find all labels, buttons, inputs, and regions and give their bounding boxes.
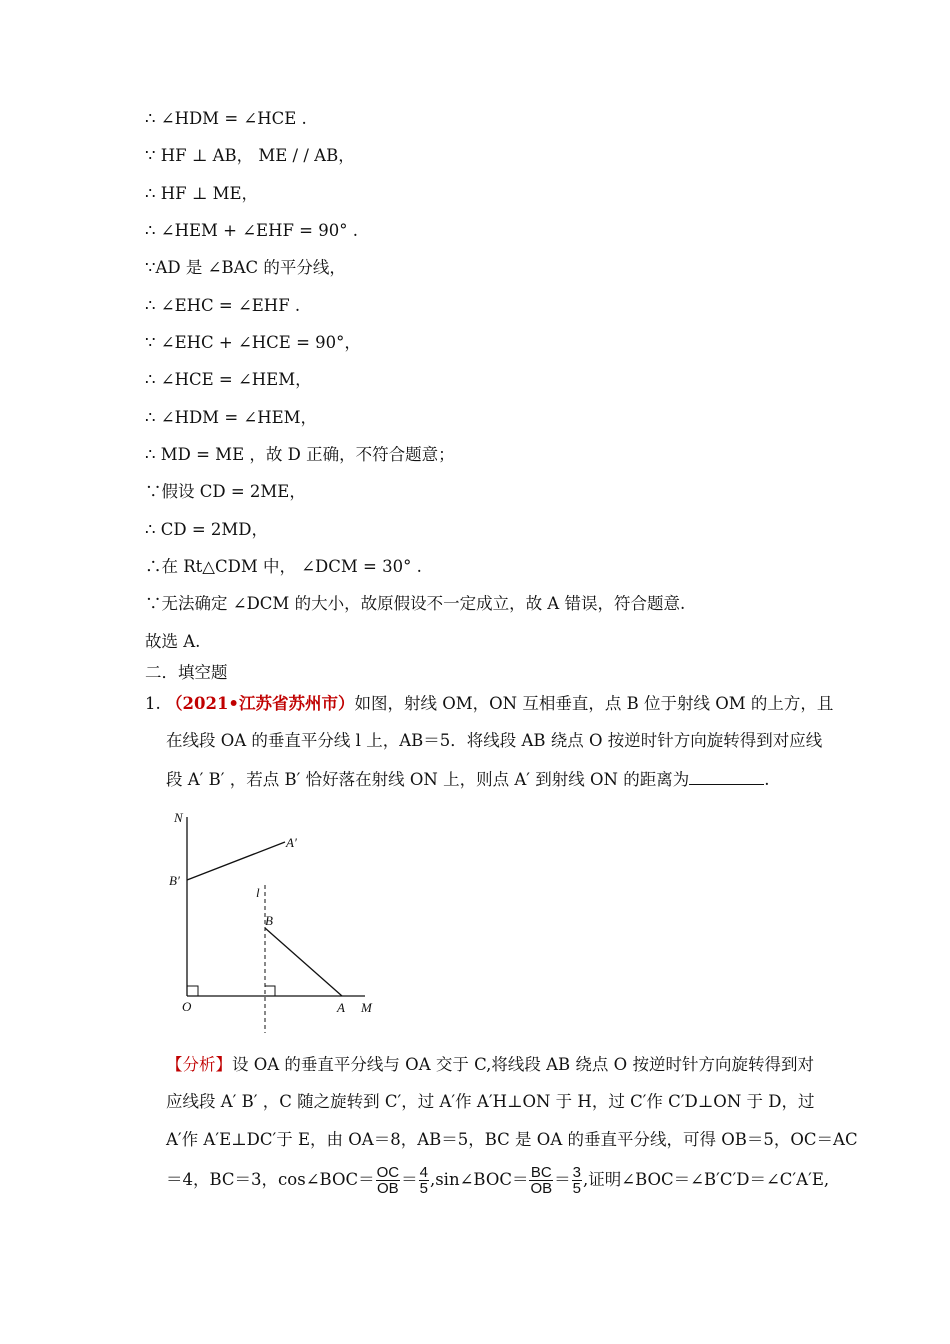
analysis-tag: 【分析】 bbox=[166, 1055, 232, 1074]
proof-line: ∴在 Rt△CDM 中， ∠DCM = 30° . bbox=[145, 557, 422, 576]
label-A: A bbox=[337, 1000, 345, 1015]
problem-text-end: . bbox=[764, 770, 770, 789]
right-angle-mark-O bbox=[187, 986, 198, 996]
proof-line: ∵假设 CD = 2ME， bbox=[145, 482, 306, 501]
proof-line: ∴ ∠HDM = ∠HEM， bbox=[145, 408, 318, 427]
analysis-line: 应线段 A′ B′ ，C 随之旋转到 C′，过 A′作 A′H⊥ON 于 H，过 C′作 C′D⊥ON 于 D，过 bbox=[166, 1092, 815, 1111]
proof-line: ∵ HF ⊥ AB， ME / / AB， bbox=[145, 146, 355, 165]
proof-line: ∴ ∠EHC = ∠EHF . bbox=[145, 296, 301, 315]
equals: ＝ bbox=[554, 1170, 571, 1189]
analysis-text: ,sin∠BOC＝ bbox=[429, 1170, 529, 1189]
proof-line: ∵无法确定 ∠DCM 的大小，故原假设不一定成立，故 A 错误，符合题意. bbox=[145, 594, 686, 613]
equals: ＝ bbox=[401, 1170, 418, 1189]
fraction-oc-ob: $\frac{OC}{OB}$ bbox=[376, 1164, 400, 1197]
analysis-line bbox=[166, 1160, 829, 1200]
label-l: l bbox=[256, 885, 260, 900]
label-O: O bbox=[182, 999, 192, 1014]
problem-line bbox=[166, 768, 769, 791]
analysis-text: ,证明∠BOC＝∠B′C′D＝∠C′A′E, bbox=[583, 1170, 830, 1189]
right-angle-mark-C bbox=[265, 986, 275, 996]
analysis-line: A′作 A′E⊥DC′于 E，由 OA＝8，AB＝5，BC 是 OA 的垂直平分线，可得 OB＝5，OC＝AC bbox=[166, 1130, 858, 1149]
problem-line bbox=[166, 693, 833, 715]
fraction-bc-ob: $\frac{BC}{OB}$ bbox=[530, 1164, 553, 1197]
analysis-text: 设 OA 的垂直平分线与 OA 交于 C,将线段 AB 绕点 O 按逆时针方向旋转得到对 bbox=[232, 1055, 814, 1074]
label-N: N bbox=[174, 810, 183, 825]
proof-line: ∴ ∠HCE = ∠HEM， bbox=[145, 370, 312, 389]
segment-AB bbox=[265, 928, 342, 996]
proof-line: ∴ CD = 2MD， bbox=[145, 520, 269, 539]
problem-text: 段 A′ B′ ，若点 B′ 恰好落在射线 ON 上，则点 A′ 到射线 ON 的距离为 bbox=[166, 770, 690, 789]
segment-A-prime-B-prime bbox=[187, 842, 285, 880]
problem-text: 如图，射线 OM，ON 互相垂直，点 B 位于射线 OM 的上方，且 bbox=[354, 694, 834, 713]
problem-line: 在线段 OA 的垂直平分线 l 上，AB＝5．将线段 AB 绕点 O 按逆时针方向旋转得到对应线 bbox=[166, 731, 823, 750]
proof-line: 故选 A. bbox=[145, 632, 201, 651]
analysis-line bbox=[166, 1054, 814, 1076]
proof-line: ∴ MD = ME ，故 D 正确，不符合题意； bbox=[145, 445, 455, 464]
label-B: B bbox=[265, 913, 273, 928]
label-A-prime: A′ bbox=[286, 835, 297, 850]
section-title: 二．填空题 bbox=[145, 663, 228, 682]
proof-line: ∴ ∠HEM + ∠EHF = 90° . bbox=[145, 221, 358, 240]
problem-source: （2021•江苏省苏州市） bbox=[166, 694, 355, 713]
problem-number: 1. bbox=[145, 694, 161, 713]
proof-line: ∴ ∠HDM = ∠HCE . bbox=[145, 109, 307, 128]
fraction-4-5: $\frac{4}{5}$ bbox=[419, 1164, 428, 1197]
answer-blank[interactable] bbox=[689, 768, 764, 785]
analysis-text: ＝4，BC＝3，cos∠BOC＝ bbox=[166, 1170, 375, 1189]
label-M: M bbox=[361, 1000, 372, 1015]
fraction-3-5: $\frac{3}{5}$ bbox=[572, 1164, 582, 1197]
proof-line: ∵ ∠EHC + ∠HCE = 90°， bbox=[145, 333, 361, 352]
proof-line: ∵AD 是 ∠BAC 的平分线， bbox=[145, 258, 346, 277]
geometry-figure bbox=[160, 805, 420, 1035]
proof-line: ∴ HF ⊥ ME， bbox=[145, 184, 259, 203]
label-B-prime: B′ bbox=[169, 873, 180, 888]
